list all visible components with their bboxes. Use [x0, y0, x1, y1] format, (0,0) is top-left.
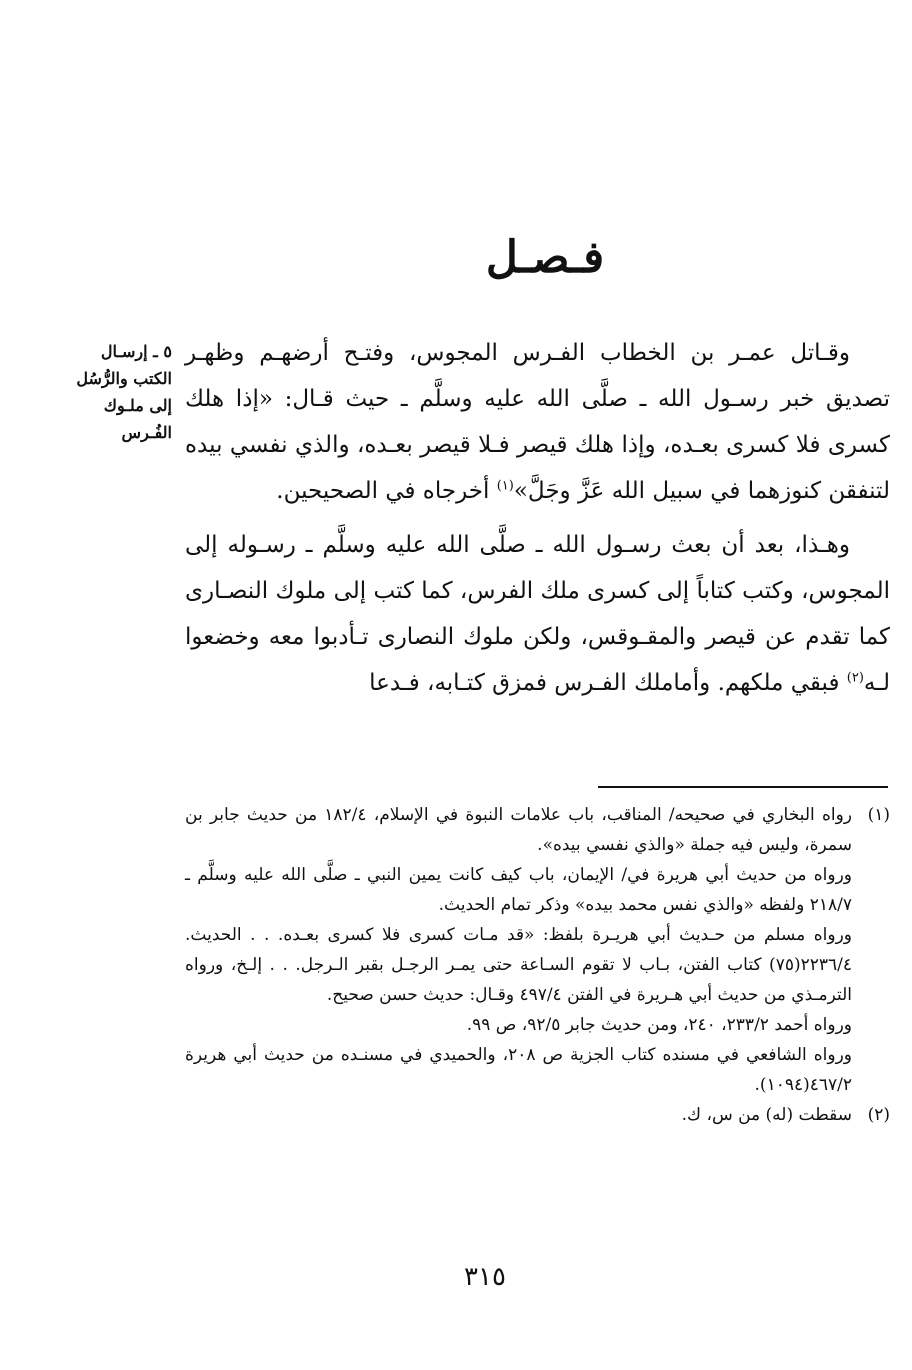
footnote-paragraph: سقطت (له) من س، ك. — [681, 1105, 852, 1125]
footnote-number: (١) — [867, 805, 890, 825]
footnote-ref-1[interactable]: (١) — [496, 478, 514, 494]
margin-heading-line: الفُـرس — [121, 423, 172, 442]
paragraph-2-text: وهـذا، بعد أن بعث رسـول الله ـ صلَّى الله عليه وسلَّم ـ رسـوله إلى المجوس، وكتب كتاباً إلى كسرى ملك الفرس، كما كتب إلى ملوك النصـارى كما تقدم عن قيصر والمقـوقس، ولكن ملوك النصارى تـأدبوا معه وخضعوا لـه — [185, 532, 890, 696]
footnote-2 — [185, 1100, 890, 1130]
paragraph-2-text-end: فبقي ملكهم. وأماملك الفـرس فمزق كتـابه، فـدعا — [369, 670, 847, 696]
footnote-paragraph: ورواه من حديث أبي هريرة في/ الإيمان، باب كيف كانت يمين النبي ـ صلَّى الله عليه وسلَّم ـ ٢١٨/٧ ولفظه «والذي نفس محمد بيده» وذكر تمام الحديث. — [185, 865, 852, 915]
page-title: فـصـل — [485, 232, 605, 283]
footnote-paragraph: رواه البخاري في صحيحه/ المناقب، باب علامات النبوة في الإسلام، ١٨٢/٤ من حديث جابر بن سمرة، وليس فيه جملة «والذي نفسي بيده». — [185, 805, 852, 855]
footnote-paragraph: ورواه أحمد ٢٣٣/٢، ٢٤٠، ومن حديث جابر ٩٢/٥، ص ٩٩. — [466, 1015, 852, 1035]
footnote-number: (٢) — [867, 1105, 890, 1125]
footnote-body — [185, 800, 852, 1100]
footnote-body — [185, 1100, 852, 1130]
body-text — [185, 330, 890, 706]
margin-heading — [64, 338, 172, 446]
margin-heading-line: ٥ ـ إرسـال — [100, 342, 172, 361]
margin-heading-line: إلى ملـوك — [103, 396, 172, 415]
page-number: ٣١٥ — [464, 1262, 506, 1292]
paragraph-1-text: وقـاتل عمـر بن الخطاب الفـرس المجوس، وفتـح أرضهـم وظهـر تصديق خبر رسـول الله ـ صلَّى الله عليه وسلَّم ـ حيث قـال: «إذا هلك كسرى فلا كسرى بعـده، وإذا هلك قيصر فـلا قيصر بعـده، والذي نفسي بيده لتنفقن كنوزهما في سبيل الله عَزَّ وجَلَّ» — [185, 340, 890, 504]
paragraph-2 — [185, 522, 890, 706]
footnote-paragraph: ورواه مسلم من حـديث أبي هريـرة بلفظ: «قد مـات كسرى فلا كسرى بعـده. . . الحديث. ٢٢٣٦/٤(٧٥) كتاب الفتن، بـاب لا تقوم السـاعة حتى يمـر الرجـل بقبر الـرجل. . . إلـخ، ورواه الترمـذي من حديث أبي هـريرة في الفتن ٤٩٧/٤ وقـال: حديث حسن صحيح. — [185, 925, 852, 1005]
footnote-1 — [185, 800, 890, 1100]
footnote-paragraph: ورواه الشافعي في مسنده كتاب الجزية ص ٢٠٨، والحميدي في مسنـده من حديث أبي هريرة ٤٦٧/٢(١٠٩٤). — [185, 1045, 852, 1095]
footnotes — [185, 800, 890, 1130]
margin-heading-line: الكتب والرُّسُل — [76, 369, 172, 388]
footnote-ref-2[interactable]: (٢) — [846, 670, 864, 686]
paragraph-1-text-end: أخرجاه في الصحيحين. — [276, 478, 497, 504]
paragraph-1 — [185, 330, 890, 514]
footnote-separator — [598, 786, 888, 788]
